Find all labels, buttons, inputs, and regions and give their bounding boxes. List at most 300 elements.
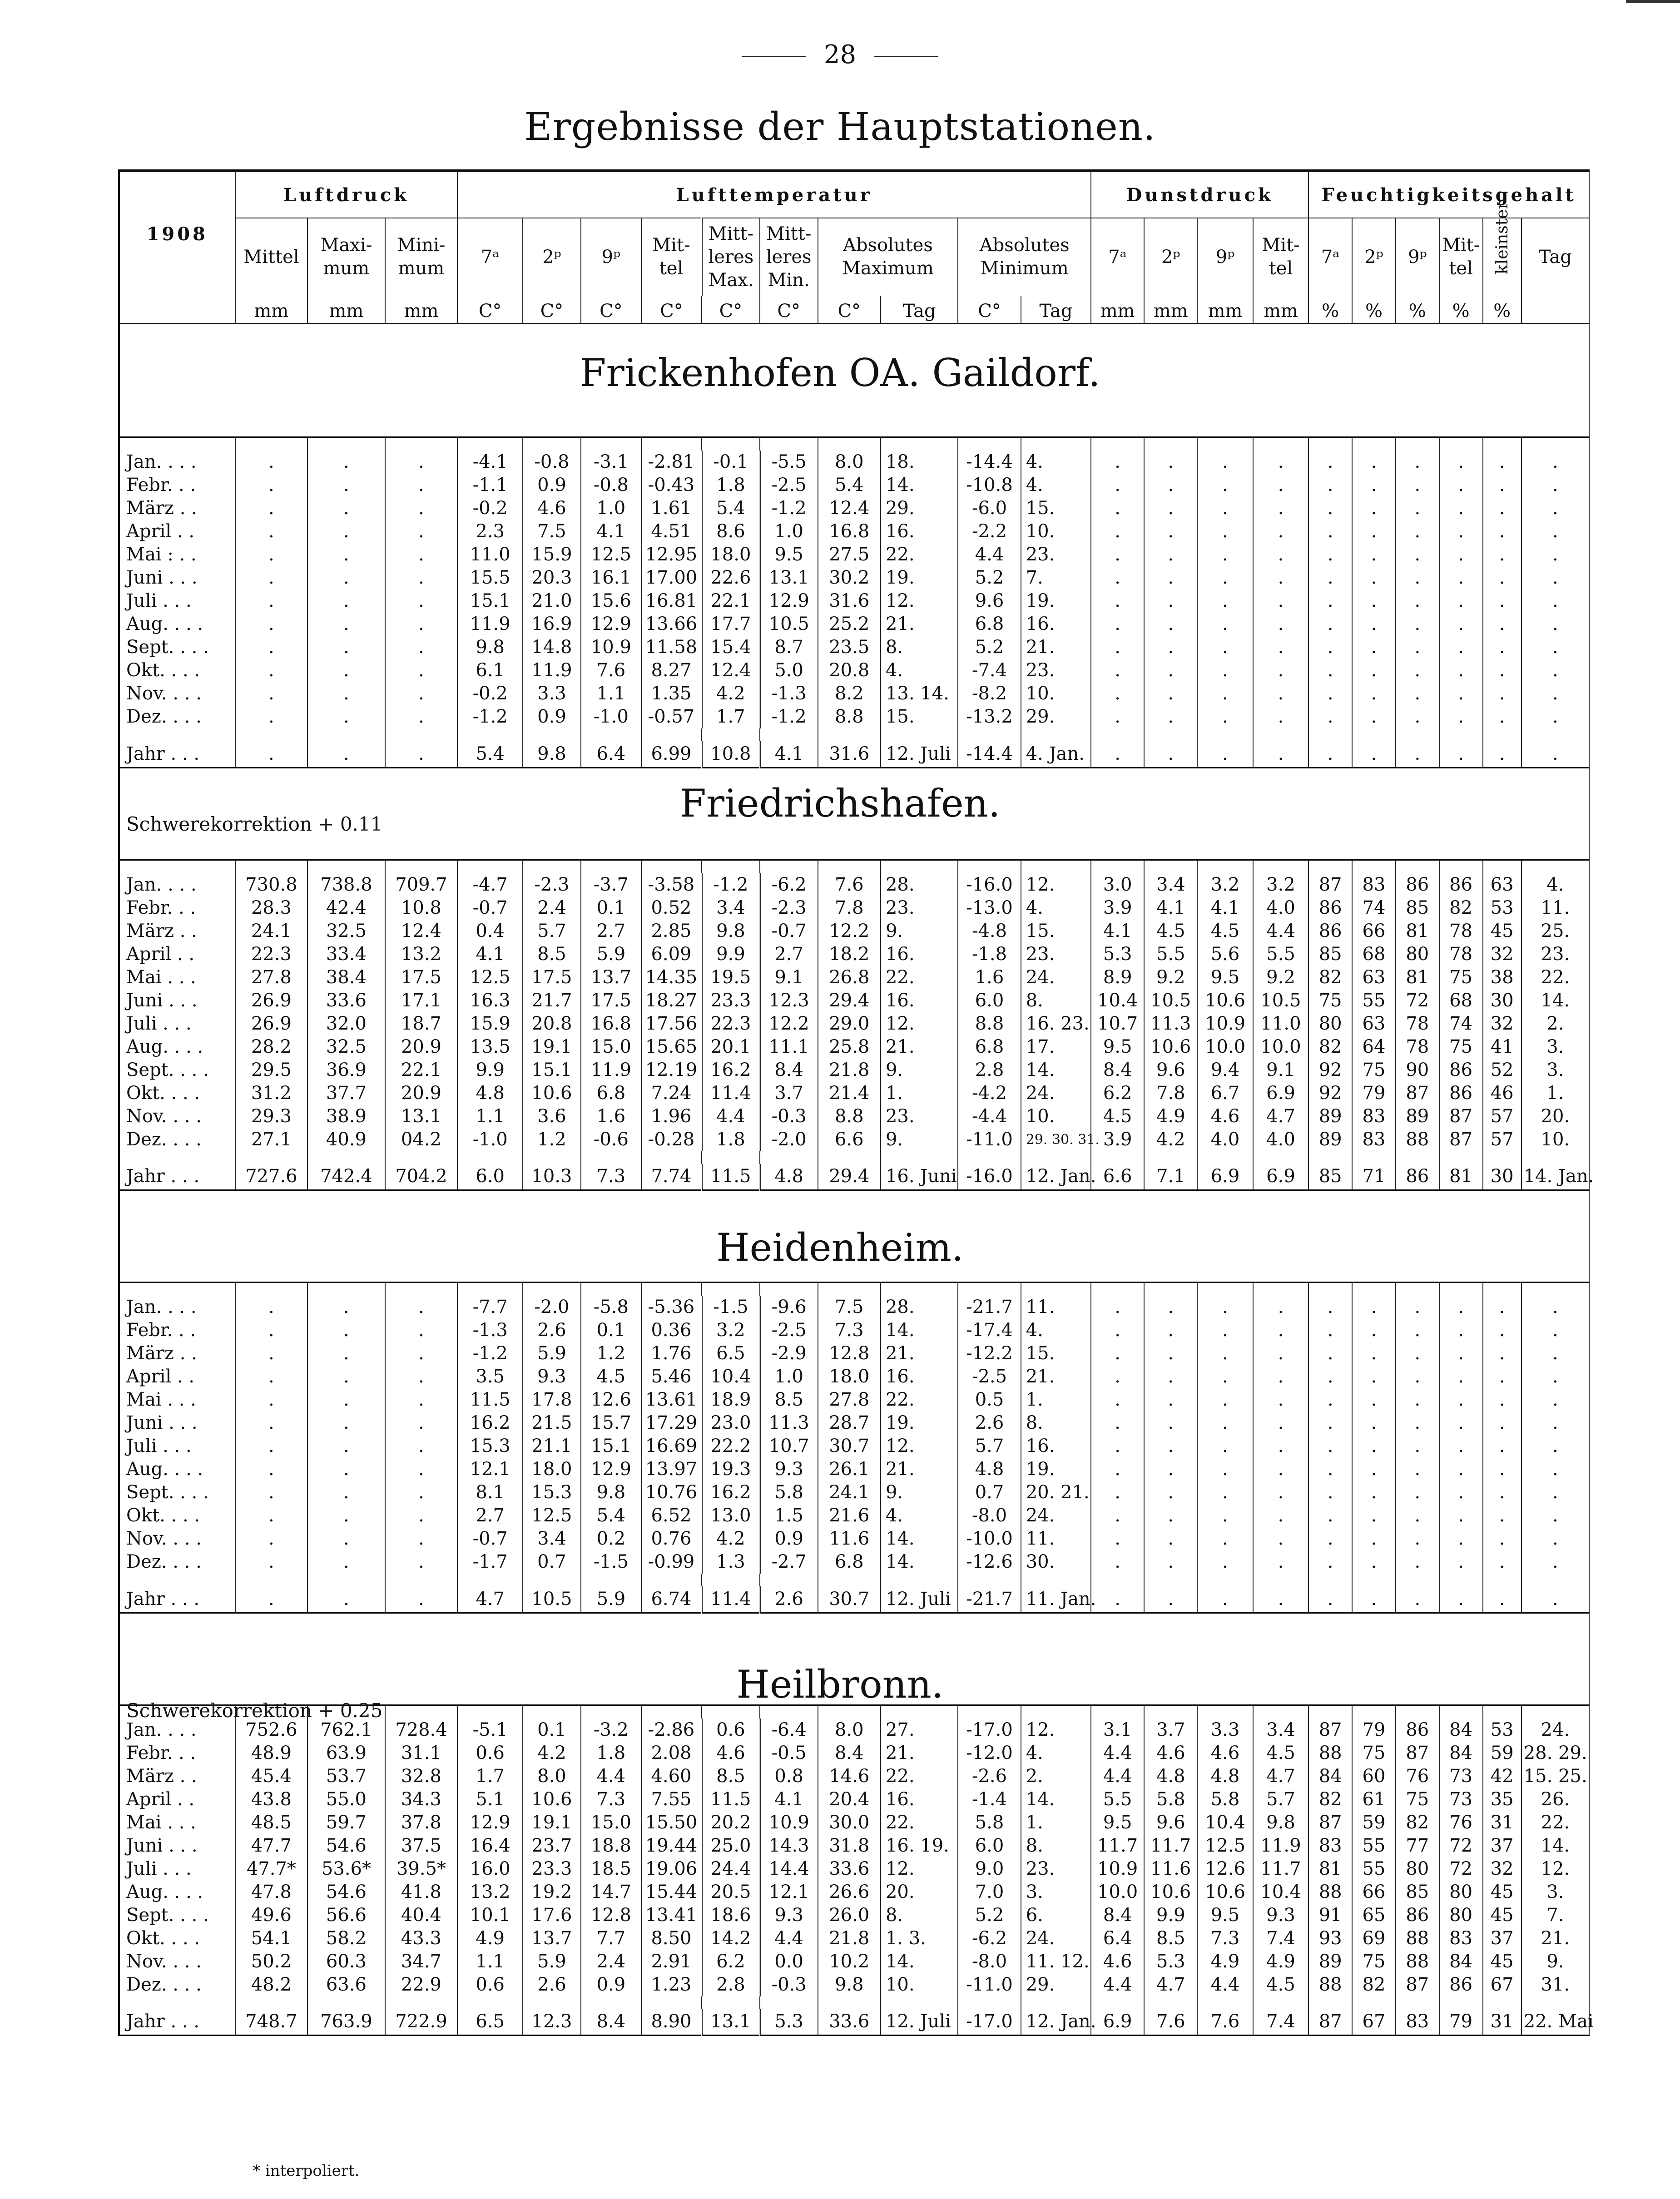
table-cell: .: [1396, 613, 1439, 636]
row-label: Mai . . .: [119, 966, 235, 989]
table-cell: [641, 1996, 702, 2009]
table-cell: [641, 438, 702, 451]
table-cell: [1021, 1283, 1091, 1296]
table-cell: 82: [1352, 1973, 1396, 1996]
table-cell: .: [1439, 1527, 1483, 1550]
col-d9: 9ᵖ: [1197, 218, 1253, 296]
table-cell: 88: [1308, 1973, 1352, 1996]
table-cell: 87: [1439, 1128, 1483, 1151]
table-cell: 9.6: [1144, 1811, 1197, 1834]
table-cell: 6.2: [702, 1950, 760, 1973]
table-cell: 45: [1483, 920, 1521, 943]
table-cell: 86: [1396, 1904, 1439, 1927]
table-cell: 4.6: [1144, 1742, 1197, 1765]
table-cell: -2.2: [958, 520, 1021, 543]
table-cell: .: [1396, 705, 1439, 728]
table-cell: 9.4: [1197, 1059, 1253, 1082]
table-cell: [307, 1996, 385, 2009]
table-cell: .: [1144, 520, 1197, 543]
col-minimum: Mini-mum: [385, 218, 458, 296]
table-cell: 21.5: [523, 1412, 581, 1435]
table-cell: .: [1439, 1586, 1483, 1613]
table-row: [119, 1458, 1589, 1481]
table-cell: [1352, 1706, 1396, 1719]
table-cell: 82: [1308, 1788, 1352, 1811]
table-cell: [307, 861, 385, 873]
table-cell: 22.: [1521, 1811, 1589, 1834]
table-cell: 57: [1483, 1128, 1521, 1151]
table-cell: [1396, 1996, 1439, 2009]
footnote: * interpoliert.: [253, 2162, 360, 2180]
table-row: [119, 1834, 1589, 1857]
year-total-row: [119, 2009, 1589, 2036]
table-cell: 48.2: [235, 1973, 308, 1996]
table-cell: 6.7: [1197, 1082, 1253, 1105]
page-title: Ergebnisse der Hauptstationen.: [524, 104, 1156, 149]
table-cell: .: [1521, 659, 1589, 682]
table-cell: [702, 1283, 760, 1296]
table-cell: [958, 1283, 1021, 1296]
table-cell: 17.1: [385, 989, 458, 1012]
table-cell: 92: [1308, 1082, 1352, 1105]
table-cell: .: [1091, 1365, 1144, 1388]
table-cell: 63: [1483, 873, 1521, 896]
table-cell: 1.: [1021, 1811, 1091, 1834]
table-cell: [1197, 438, 1253, 451]
table-cell: [1483, 1283, 1521, 1296]
table-cell: 1.0: [760, 1365, 818, 1388]
table-cell: 13.0: [702, 1504, 760, 1527]
table-cell: 63: [1352, 966, 1396, 989]
table-cell: [1197, 1151, 1253, 1164]
table-cell: .: [1197, 705, 1253, 728]
table-cell: -6.2: [958, 1927, 1021, 1950]
table-cell: 78: [1396, 1012, 1439, 1035]
table-cell: [457, 1706, 523, 1719]
table-cell: 26.9: [235, 1012, 308, 1035]
table-cell: 3.0: [1091, 873, 1144, 896]
table-cell: .: [1308, 682, 1352, 705]
table-cell: .: [307, 1388, 385, 1412]
table-cell: -4.7: [457, 873, 523, 896]
table-cell: .: [1308, 636, 1352, 659]
table-cell: 1.7: [702, 705, 760, 728]
row-label: Dez. . . .: [119, 1550, 235, 1574]
table-cell: .: [1396, 451, 1439, 474]
table-cell: 3.2: [1197, 873, 1253, 896]
table-cell: .: [307, 1458, 385, 1481]
table-cell: [235, 438, 308, 451]
table-cell: 0.7: [958, 1481, 1021, 1504]
table-cell: .: [385, 636, 458, 659]
table-cell: [1091, 1283, 1144, 1296]
table-row: [119, 1527, 1589, 1550]
table-row: [119, 474, 1589, 497]
table-cell: 11.9: [457, 613, 523, 636]
kleinster-label: kleinster: [1492, 201, 1512, 274]
table-cell: 2.: [1021, 1765, 1091, 1788]
table-cell: 0.1: [581, 1319, 641, 1342]
table-cell: 23.: [1021, 543, 1091, 566]
table-cell: .: [307, 1412, 385, 1435]
table-cell: 22.3: [235, 943, 308, 966]
table-cell: .: [1483, 1527, 1521, 1550]
unit-cell: C°: [818, 296, 881, 324]
table-cell: 15.: [1021, 497, 1091, 520]
table-cell: [1439, 861, 1483, 873]
table-cell: .: [1197, 1435, 1253, 1458]
table-cell: .: [1091, 1527, 1144, 1550]
table-cell: .: [1483, 1586, 1521, 1613]
table-cell: 16.: [1021, 1435, 1091, 1458]
table-cell: 85: [1308, 1164, 1352, 1190]
col-dmittel: Mit-tel: [1253, 218, 1308, 296]
table-cell: 5.8: [958, 1811, 1021, 1834]
table-cell: 5.5: [1091, 1788, 1144, 1811]
table-cell: 1.0: [581, 497, 641, 520]
table-cell: 86: [1308, 920, 1352, 943]
table-cell: 59: [1483, 1742, 1521, 1765]
table-cell: 24.1: [818, 1481, 881, 1504]
table-cell: 11.0: [457, 543, 523, 566]
table-cell: 11.0: [1253, 1012, 1308, 1035]
table-row: [119, 1973, 1589, 1996]
table-cell: [1439, 1574, 1483, 1586]
row-label: [119, 728, 235, 741]
table-cell: .: [385, 1586, 458, 1613]
row-label: Mai . . .: [119, 1811, 235, 1834]
table-cell: 93: [1308, 1927, 1352, 1950]
table-cell: 4.1: [457, 943, 523, 966]
table-cell: 59.7: [307, 1811, 385, 1834]
table-cell: 35: [1483, 1788, 1521, 1811]
table-cell: 9.2: [1144, 966, 1197, 989]
table-cell: .: [1253, 497, 1308, 520]
table-cell: .: [1091, 741, 1144, 768]
table-cell: 86: [1439, 1082, 1483, 1105]
table-cell: .: [1144, 741, 1197, 768]
table-cell: -2.7: [760, 1550, 818, 1574]
table-cell: 4.4: [1253, 920, 1308, 943]
table-cell: 12.5: [457, 966, 523, 989]
table-cell: 26.9: [235, 989, 308, 1012]
table-cell: 3.4: [1253, 1719, 1308, 1742]
table-cell: .: [1352, 474, 1396, 497]
table-cell: [818, 438, 881, 451]
table-cell: 6.8: [581, 1082, 641, 1105]
table-cell: .: [1253, 1481, 1308, 1504]
table-cell: 1.1: [457, 1950, 523, 1973]
header-lufttemperatur: Lufttemperatur: [457, 171, 1091, 218]
table-cell: .: [307, 474, 385, 497]
table-cell: 19.1: [523, 1035, 581, 1059]
table-cell: .: [1439, 1365, 1483, 1388]
table-cell: 3.9: [1091, 1128, 1144, 1151]
table-cell: [385, 728, 458, 741]
row-label: Juli . . .: [119, 1857, 235, 1881]
table-cell: 83: [1308, 1834, 1352, 1857]
table-cell: .: [1521, 1481, 1589, 1504]
table-cell: .: [1352, 741, 1396, 768]
table-cell: 709.7: [385, 873, 458, 896]
table-cell: 7.8: [1144, 1082, 1197, 1105]
table-cell: 16.: [881, 1365, 958, 1388]
table-cell: .: [307, 741, 385, 768]
table-cell: [307, 1574, 385, 1586]
table-cell: 3.1: [1091, 1719, 1144, 1742]
table-cell: 78: [1439, 943, 1483, 966]
table-cell: 20.3: [523, 566, 581, 589]
table-cell: 12. Juli: [881, 2009, 958, 2036]
table-cell: 55.0: [307, 1788, 385, 1811]
table-cell: 6.4: [1091, 1927, 1144, 1950]
table-cell: 10.4: [1253, 1881, 1308, 1904]
table-cell: 24.: [1021, 1082, 1091, 1105]
table-cell: .: [235, 566, 308, 589]
table-cell: .: [1197, 1527, 1253, 1550]
table-cell: 4.: [1021, 474, 1091, 497]
table-cell: 21.: [1021, 636, 1091, 659]
table-cell: 12.4: [702, 659, 760, 682]
table-cell: 72: [1439, 1857, 1483, 1881]
table-cell: .: [1396, 1435, 1439, 1458]
table-cell: 11.7: [1091, 1834, 1144, 1857]
table-cell: 23.3: [523, 1857, 581, 1881]
row-label: Juli . . .: [119, 589, 235, 613]
table-cell: 88: [1396, 1927, 1439, 1950]
table-row: [119, 1550, 1589, 1574]
table-cell: 7.6: [1144, 2009, 1197, 2036]
table-cell: 1.0: [760, 520, 818, 543]
table-cell: 26.1: [818, 1458, 881, 1481]
col-tag: Tag: [1521, 218, 1589, 296]
table-cell: 0.9: [523, 474, 581, 497]
table-cell: 85: [1396, 1881, 1439, 1904]
col-f2: 2ᵖ: [1352, 218, 1396, 296]
table-cell: .: [1253, 1388, 1308, 1412]
col-mittel: Mittel: [235, 218, 308, 296]
table-cell: .: [1352, 1296, 1396, 1319]
table-cell: -2.5: [958, 1365, 1021, 1388]
table-cell: -5.36: [641, 1296, 702, 1319]
table-cell: 6.1: [457, 659, 523, 682]
table-cell: .: [1091, 1458, 1144, 1481]
table-cell: .: [1521, 705, 1589, 728]
table-cell: 9.5: [1197, 1904, 1253, 1927]
table-cell: 6.99: [641, 741, 702, 768]
table-cell: [760, 1151, 818, 1164]
table-cell: [523, 1574, 581, 1586]
table-cell: 4.5: [1197, 920, 1253, 943]
table-cell: .: [1521, 1550, 1589, 1574]
table-cell: 3.5: [457, 1365, 523, 1388]
table-cell: .: [1091, 613, 1144, 636]
row-label: Aug. . . .: [119, 1035, 235, 1059]
table-cell: 8.1: [457, 1481, 523, 1504]
unit-cell: mm: [1197, 296, 1253, 324]
table-cell: 13.41: [641, 1904, 702, 1927]
table-cell: 16.: [1021, 613, 1091, 636]
table-cell: 1.: [1021, 1388, 1091, 1412]
table-cell: 86: [1439, 873, 1483, 896]
table-cell: .: [1253, 636, 1308, 659]
table-cell: 5.46: [641, 1365, 702, 1388]
table-cell: 15.3: [523, 1481, 581, 1504]
table-cell: [1352, 1151, 1396, 1164]
table-cell: [385, 1996, 458, 2009]
table-cell: 45.4: [235, 1765, 308, 1788]
table-cell: 88: [1308, 1742, 1352, 1765]
table-cell: 16.9: [523, 613, 581, 636]
table-cell: -4.4: [958, 1105, 1021, 1128]
table-cell: [818, 1283, 881, 1296]
table-cell: 8.7: [760, 636, 818, 659]
table-cell: 13.7: [523, 1927, 581, 1950]
table-cell: [1483, 861, 1521, 873]
table-cell: 57: [1483, 1105, 1521, 1128]
table-cell: 4.1: [1091, 920, 1144, 943]
table-cell: -3.58: [641, 873, 702, 896]
table-cell: 5.8: [1144, 1788, 1197, 1811]
table-cell: .: [235, 682, 308, 705]
table-cell: [1308, 1706, 1352, 1719]
table-cell: 28. 29.: [1521, 1742, 1589, 1765]
table-cell: 5.9: [581, 943, 641, 966]
table-cell: -8.0: [958, 1950, 1021, 1973]
table-row: [119, 873, 1589, 896]
table-cell: .: [1308, 589, 1352, 613]
row-label: Jan. . . .: [119, 873, 235, 896]
table-cell: .: [1253, 659, 1308, 682]
table-cell: 9.8: [702, 920, 760, 943]
row-label: Juni . . .: [119, 1834, 235, 1857]
table-cell: 5.7: [523, 920, 581, 943]
table-cell: 17.00: [641, 566, 702, 589]
table-row: [119, 566, 1589, 589]
table-cell: .: [1091, 1388, 1144, 1412]
table-cell: [1021, 1574, 1091, 1586]
table-cell: -4.1: [457, 451, 523, 474]
table-cell: .: [385, 682, 458, 705]
table-cell: 9.8: [523, 741, 581, 768]
table-cell: .: [1439, 1435, 1483, 1458]
table-cell: 80: [1396, 943, 1439, 966]
table-cell: 8.5: [760, 1388, 818, 1412]
table-cell: 11.4: [702, 1082, 760, 1105]
table-cell: 2.85: [641, 920, 702, 943]
table-cell: .: [235, 1481, 308, 1504]
table-cell: 87: [1396, 1742, 1439, 1765]
row-label: Juli . . .: [119, 1012, 235, 1035]
table-cell: 18.7: [385, 1012, 458, 1035]
table-cell: .: [1439, 1481, 1483, 1504]
table-cell: 29.4: [818, 989, 881, 1012]
table-cell: 728.4: [385, 1719, 458, 1742]
table-cell: 4.4: [581, 1765, 641, 1788]
table-row: [119, 1342, 1589, 1365]
spacer-row: [119, 1283, 1589, 1296]
table-cell: 0.9: [760, 1527, 818, 1550]
header-feuchtigkeit: Feuchtigkeitsgehalt: [1308, 171, 1589, 218]
table-cell: 43.3: [385, 1927, 458, 1950]
table-cell: 31.8: [818, 1834, 881, 1857]
table-cell: 4.1: [1197, 896, 1253, 920]
table-cell: [1521, 438, 1589, 451]
table-cell: 15.: [1021, 1342, 1091, 1365]
table-cell: -0.43: [641, 474, 702, 497]
table-cell: 9.3: [1253, 1904, 1308, 1927]
table-cell: 7.74: [641, 1164, 702, 1190]
table-cell: [457, 438, 523, 451]
table-cell: .: [1439, 1550, 1483, 1574]
table-cell: 3.: [1021, 1881, 1091, 1904]
table-cell: 23.7: [523, 1834, 581, 1857]
table-cell: [1439, 1283, 1483, 1296]
table-cell: 33.4: [307, 943, 385, 966]
table-cell: 15.50: [641, 1811, 702, 1834]
table-cell: 53.7: [307, 1765, 385, 1788]
table-cell: 4.5: [1144, 920, 1197, 943]
table-cell: 55: [1352, 989, 1396, 1012]
table-cell: 15.1: [523, 1059, 581, 1082]
table-cell: 48.9: [235, 1742, 308, 1765]
table-cell: 82: [1308, 966, 1352, 989]
table-cell: .: [1352, 1388, 1396, 1412]
table-cell: 4.9: [1253, 1950, 1308, 1973]
table-cell: .: [1483, 1342, 1521, 1365]
table-cell: 748.7: [235, 2009, 308, 2036]
table-cell: .: [1483, 1319, 1521, 1342]
table-cell: 11. 12.: [1021, 1950, 1091, 1973]
table-cell: 11.6: [818, 1527, 881, 1550]
table-cell: 10.5: [1144, 989, 1197, 1012]
table-cell: .: [385, 659, 458, 682]
row-label: Nov. . . .: [119, 1527, 235, 1550]
table-cell: .: [235, 1550, 308, 1574]
table-cell: [1021, 438, 1091, 451]
table-cell: .: [307, 613, 385, 636]
table-cell: 6.: [1021, 1904, 1091, 1927]
table-cell: -7.4: [958, 659, 1021, 682]
table-cell: .: [235, 613, 308, 636]
table-cell: [1253, 438, 1308, 451]
table-cell: 12.3: [523, 2009, 581, 2036]
table-cell: 23.: [1521, 943, 1589, 966]
year-total-row: [119, 741, 1589, 768]
table-cell: .: [235, 1342, 308, 1365]
table-cell: 47.7: [235, 1834, 308, 1857]
table-cell: .: [307, 705, 385, 728]
table-cell: .: [1483, 659, 1521, 682]
table-cell: 24.: [1521, 1719, 1589, 1742]
table-cell: [1483, 1151, 1521, 1164]
table-cell: 4.5: [1091, 1105, 1144, 1128]
table-row: [119, 896, 1589, 920]
table-cell: .: [1091, 566, 1144, 589]
table-cell: 9.9: [702, 943, 760, 966]
table-cell: 4.2: [702, 1527, 760, 1550]
table-cell: 20. 21.: [1021, 1481, 1091, 1504]
table-cell: .: [1352, 1319, 1396, 1342]
table-cell: .: [235, 1365, 308, 1388]
table-cell: .: [1308, 1550, 1352, 1574]
table-cell: 12.: [1521, 1857, 1589, 1881]
table-cell: [457, 1996, 523, 2009]
col-kleinster: [1483, 201, 1521, 296]
table-cell: -12.2: [958, 1342, 1021, 1365]
table-cell: 67: [1483, 1973, 1521, 1996]
table-cell: .: [307, 543, 385, 566]
